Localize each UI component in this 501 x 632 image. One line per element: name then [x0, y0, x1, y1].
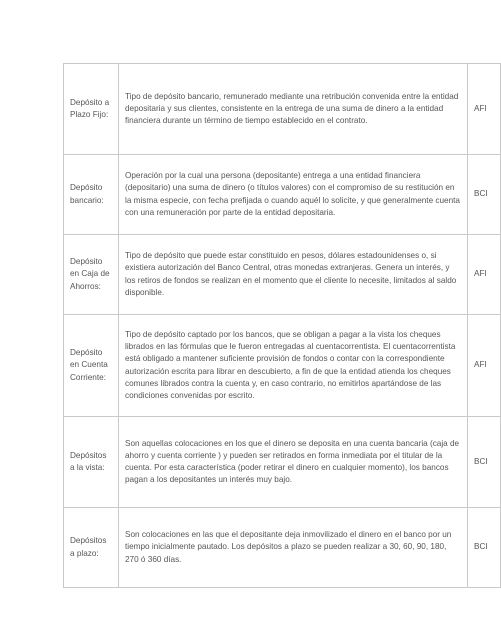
definition-cell: Tipo de depósito bancario, remunerado mediante una retribución convenida entre la entidad depositaria y sus clientes, consistente en la entrega de una suma de dinero a la entidad financiera durante un término de tiempo establecido en el contrato. — [119, 64, 468, 155]
table-row — [64, 155, 501, 235]
term-cell: Depósito en Cuenta Corriente: — [64, 315, 119, 417]
term-cell: Depósito en Caja de Ahorros: — [64, 235, 119, 315]
source-cell: AFI — [468, 315, 501, 417]
definition-cell: Son colocaciones en las que el depositante deja inmovilizado el dinero en el banco por un tiempo inicialmente pautado. Los depósitos a plazo se pueden realizar a 30, 60, 90, 180, 270 ó 360 días. — [119, 508, 468, 588]
definition-cell: Tipo de depósito que puede estar constituido en pesos, dólares estadounidenses o, si existiera autorización del Banco Central, otras monedas extranjeras. Genera un interés, y los retiros de fondos se realizan en el momento que el cliente lo necesite, limitados al saldo disponible. — [119, 235, 468, 315]
term-cell: Depósitos a la vista: — [64, 417, 119, 508]
source-cell: BCI — [468, 155, 501, 235]
source-cell: AFI — [468, 64, 501, 155]
term-cell: Depósitos a plazo: — [64, 508, 119, 588]
table-row — [64, 508, 501, 588]
term-cell: Depósito a Plazo Fijo: — [64, 64, 119, 155]
table-row — [64, 235, 501, 315]
source-cell: AFI — [468, 235, 501, 315]
definition-cell: Operación por la cual una persona (depositante) entrega a una entidad financiera (depositario) una suma de dinero (o títulos valores) con el compromiso de su restitución en la misma especie, con fecha prefijada o cuando aquél lo solicite, y que generalmente cuenta con una remuneración por parte de la entidad depositaria. — [119, 155, 468, 235]
definition-cell: Tipo de depósito captado por los bancos, que se obligan a pagar a la vista los cheques librados en las fórmulas que le fueron entregadas al cuentacorrentista. El cuentacorrentista está obligado a mantener suficiente provisión de fondos o contar con la correspondiente autorización escrita para librar en descubierto, a fin de que la entidad atienda los cheques comunes librados contra la cuenta y, en caso contrario, no emitirlos apartándose de las condiciones convenidas por escrito. — [119, 315, 468, 417]
definition-cell: Son aquellas colocaciones en los que el dinero se deposita en una cuenta bancaria (caja de ahorro y cuenta corriente ) y pueden ser retirados en forma inmediata por el titular de la cuenta. Por esta característica (poder retirar el dinero en cualquier momento), los bancos pagan a los depositantes un interés muy bajo. — [119, 417, 468, 508]
source-cell: BCI — [468, 417, 501, 508]
table-row — [64, 315, 501, 417]
table-row — [64, 417, 501, 508]
glossary-table — [63, 63, 501, 588]
term-cell: Depósito bancario: — [64, 155, 119, 235]
table-row — [64, 64, 501, 155]
source-cell: BCI — [468, 508, 501, 588]
